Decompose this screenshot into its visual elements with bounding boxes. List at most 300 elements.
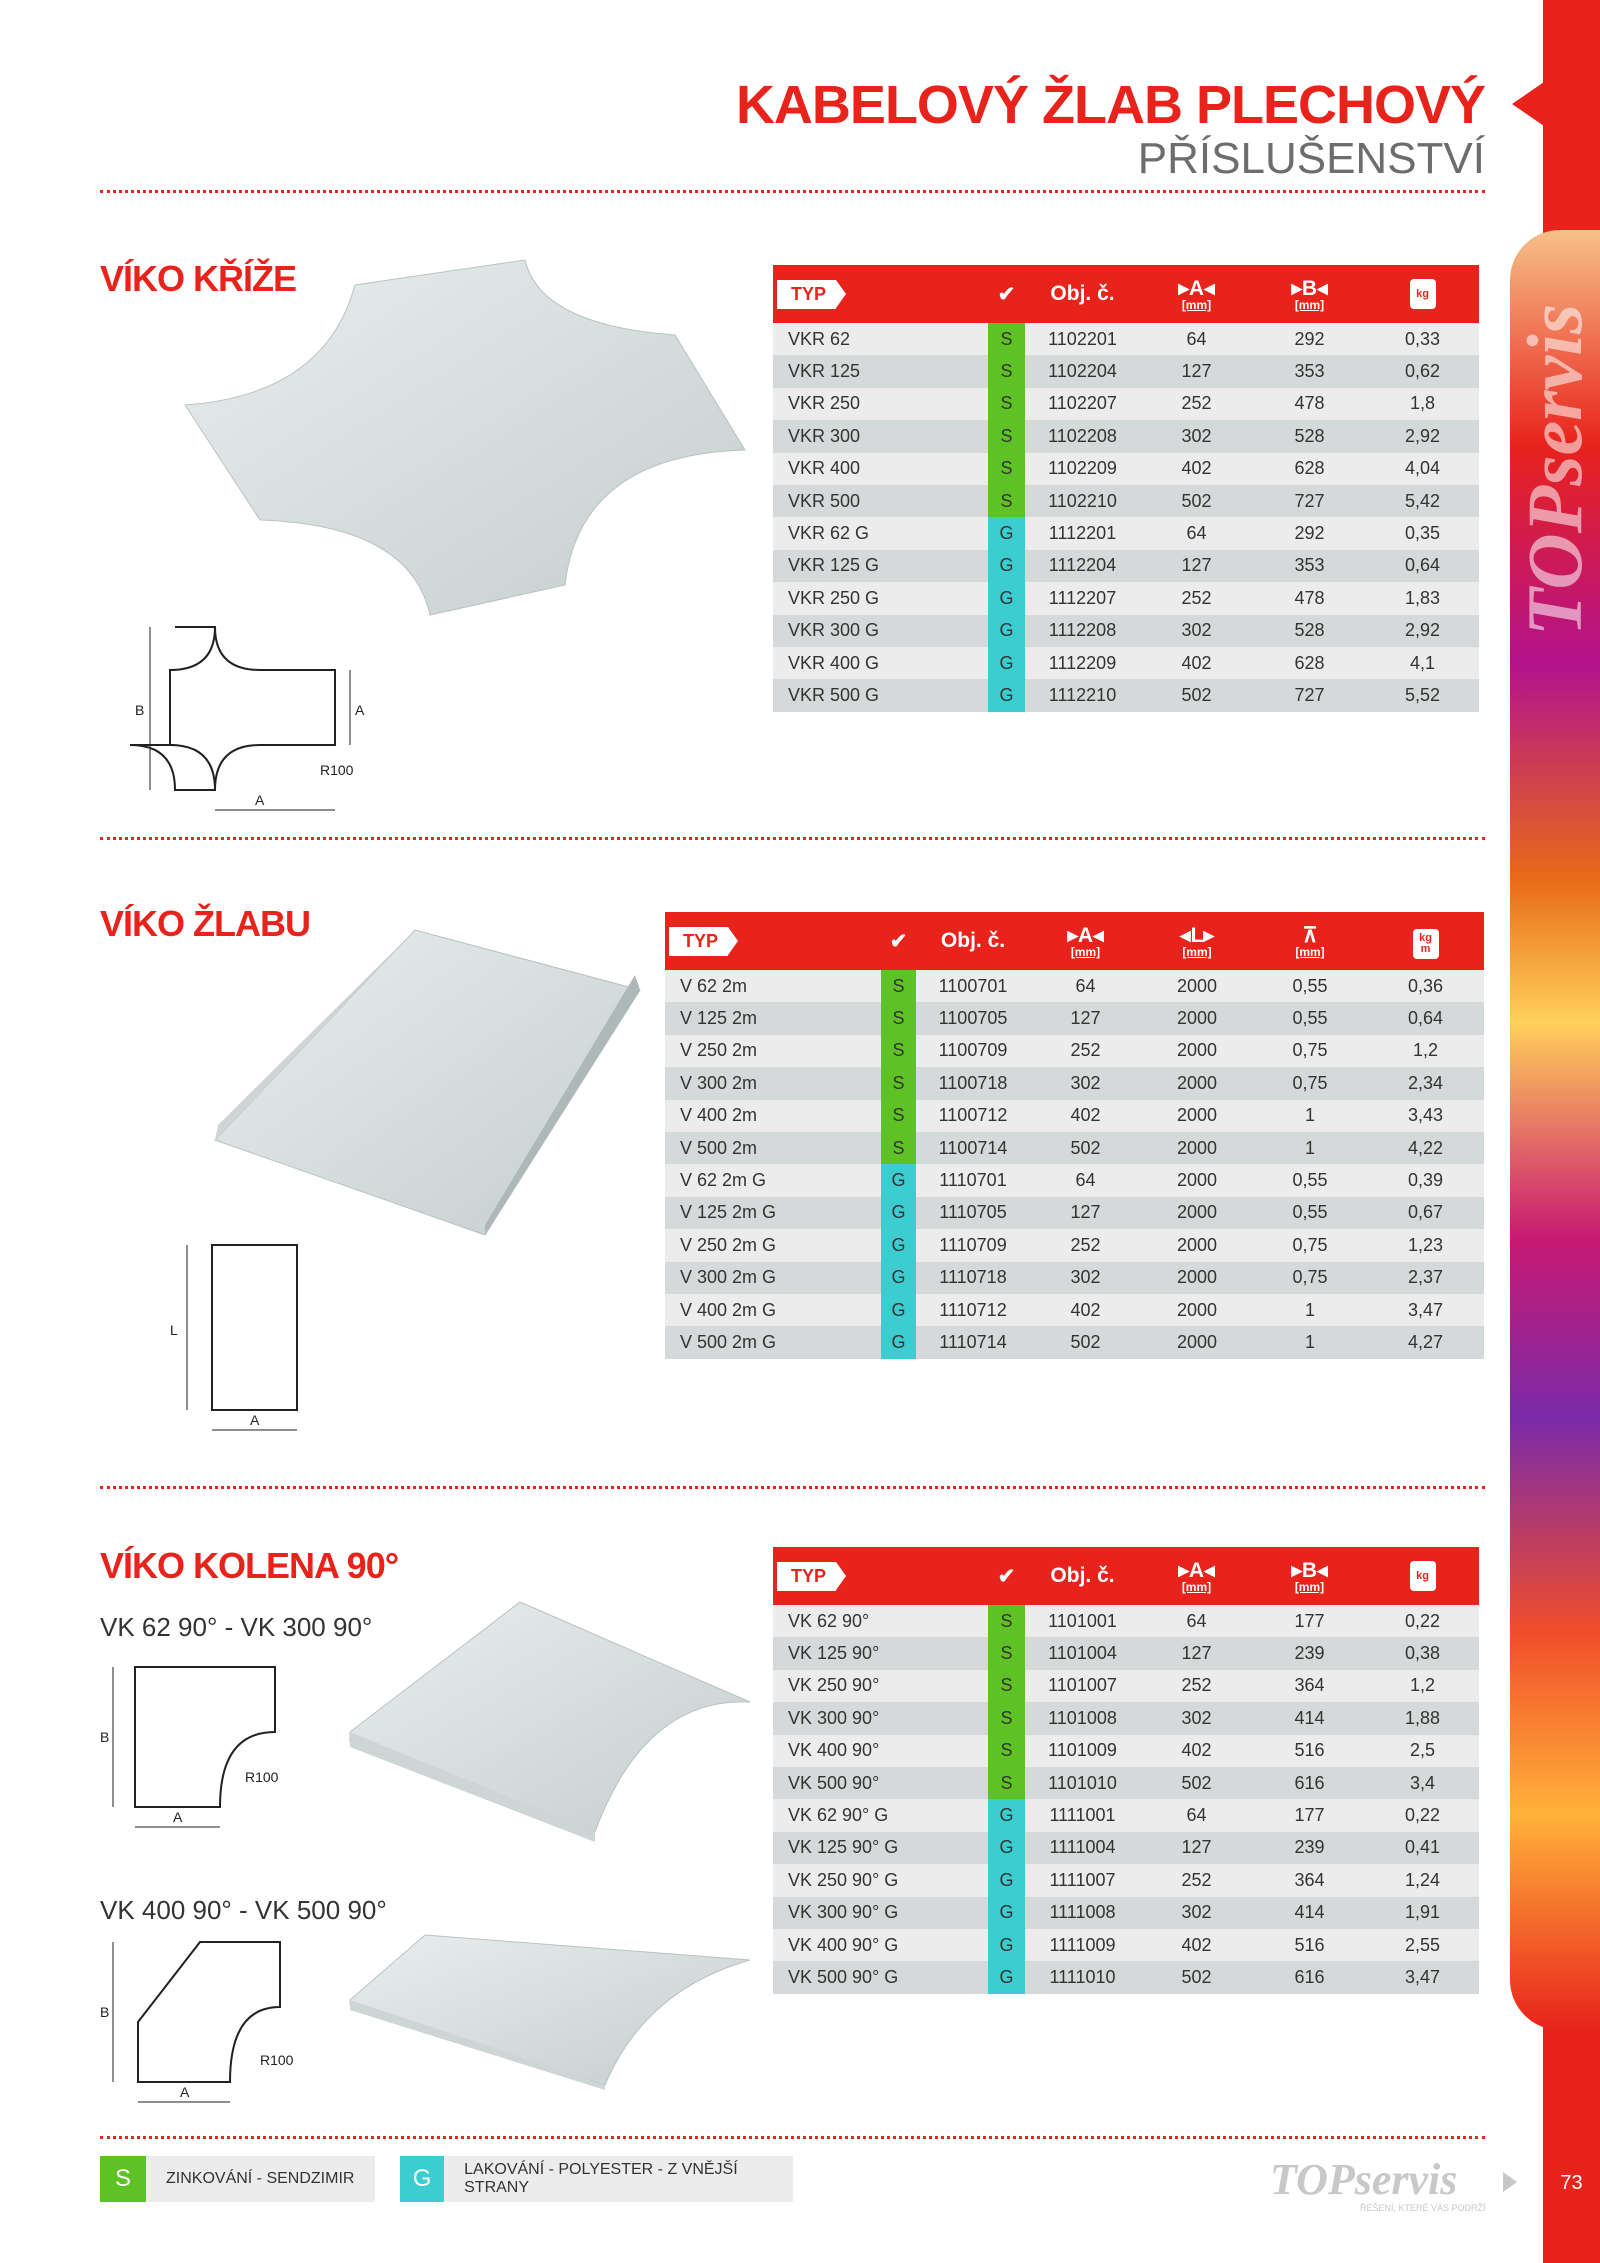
cell-finish: G [988, 550, 1025, 582]
table-row [773, 1897, 1479, 1929]
table-row [665, 1197, 1484, 1229]
cell-finish: S [881, 970, 916, 1002]
cell-type: V 125 2m [665, 1002, 881, 1034]
dim-a-label: A [180, 2084, 190, 2100]
cell-value: 177 [1253, 1799, 1366, 1831]
cell-finish: G [881, 1197, 916, 1229]
cell-finish: G [988, 1832, 1025, 1864]
cell-finish: G [988, 1799, 1025, 1831]
cell-type: VK 400 90° G [773, 1929, 988, 1961]
cell-type: V 300 2m [665, 1067, 881, 1099]
cell-value: 628 [1253, 647, 1366, 679]
cell-value: 0,55 [1253, 970, 1367, 1002]
cell-value: 64 [1140, 323, 1253, 355]
cell-type: VK 500 90° [773, 1767, 988, 1799]
cell-type: VK 250 90° [773, 1670, 988, 1702]
cell-finish: S [988, 1637, 1025, 1669]
cell-value: 502 [1140, 485, 1253, 517]
table-row [773, 1929, 1479, 1961]
cell-value: 127 [1140, 1832, 1253, 1864]
cell-finish: G [881, 1326, 916, 1358]
table-row [773, 323, 1479, 355]
cell-value: 353 [1253, 355, 1366, 387]
cell-type: V 400 2m G [665, 1294, 881, 1326]
cell-value: 1110714 [916, 1326, 1030, 1358]
cell-value: 64 [1140, 1605, 1253, 1637]
cell-finish: G [988, 615, 1025, 647]
cell-value: 364 [1253, 1864, 1366, 1896]
cell-finish: G [988, 517, 1025, 549]
cell-value: 0,64 [1367, 1002, 1484, 1034]
cell-value: 1112210 [1025, 679, 1140, 711]
cell-finish: G [881, 1294, 916, 1326]
footer-logo: TOPservis [1270, 2155, 1458, 2204]
cell-value: 0,75 [1253, 1262, 1367, 1294]
cell-finish: G [881, 1164, 916, 1196]
radius-label: R100 [245, 1769, 279, 1785]
cell-value: 1102208 [1025, 420, 1140, 452]
cell-value: 5,52 [1366, 679, 1479, 711]
cell-value: 252 [1140, 1670, 1253, 1702]
cross-lid-table: TYP ✔ Obj. č. ▸A◂ [mm] ▸B◂ [mm] kg VKR 62 S 1102201 64 292 0,33 VKR 125 S 1102204 127 353 0,62 VKR 250 S 1102207 252 478 1,8 VKR 300 S 1102208 302 528 2,92 VKR 400 S 1102209 402 628 4,04 VKR 500 S 1102210 502 727 5,42 VKR 62 G G 1112201 64 292 0,35 VKR 125 G G 1112204 127 353 0,64 VKR 250 G G 1112207 252 478 1,83 VKR 300 G G 1112208 302 528 2,92 VKR 400 G G 1112209 402 628 4,1 VKR 500 G G 1112210 502 727 5,52 [773, 265, 1479, 712]
cell-value: 1102207 [1025, 388, 1140, 420]
divider [100, 190, 1485, 193]
cell-type: VK 62 90° [773, 1605, 988, 1637]
cell-value: 402 [1140, 1929, 1253, 1961]
cell-value: 1111007 [1025, 1864, 1140, 1896]
cell-value: 2000 [1141, 1035, 1253, 1067]
cell-value: 1101001 [1025, 1605, 1140, 1637]
variant-label-large: VK 400 90° - VK 500 90° [100, 1895, 387, 1925]
cell-value: 2000 [1141, 1197, 1253, 1229]
check-icon: ✔ [997, 1564, 1016, 1588]
cell-value: 1112201 [1025, 517, 1140, 549]
cell-value: 2000 [1141, 1132, 1253, 1164]
weight-icon: kg [1410, 1561, 1436, 1591]
cell-finish: S [988, 1670, 1025, 1702]
table-row [773, 517, 1479, 549]
cell-value: 1,23 [1367, 1229, 1484, 1261]
cell-value: 1111010 [1025, 1961, 1140, 1993]
elbow-lid-drawing-large [95, 1937, 305, 2117]
variant-label-small: VK 62 90° - VK 300 90° [100, 1612, 373, 1642]
cell-value: 502 [1140, 679, 1253, 711]
divider [100, 837, 1485, 840]
cell-value: 5,42 [1366, 485, 1479, 517]
cell-value: 402 [1140, 453, 1253, 485]
cell-type: VK 300 90° [773, 1702, 988, 1734]
cell-type: VK 125 90° G [773, 1832, 988, 1864]
cell-value: 127 [1140, 1637, 1253, 1669]
cell-type: VKR 125 G [773, 550, 988, 582]
cell-value: 0,22 [1366, 1799, 1479, 1831]
cell-value: 1,24 [1366, 1864, 1479, 1896]
elbow-lid-table: TYP ✔ Obj. č. ▸A◂ [mm] ▸B◂ [mm] kg VK 62 90° S 1101001 64 177 0,22 VK 125 90° S 1101004 127 239 0,38 VK 250 90° S 1101007 252 364 1,2 VK 300 90° S 1101008 302 414 1,88 VK 400 90° S 1101009 402 516 2,5 VK 500 90° S 1101010 502 616 3,4 VK 62 90° G G 1111001 64 177 0,22 VK 125 90° G G 1111004 127 239 0,41 VK 250 90° G G 1111007 252 364 1,24 VK 300 90° G G 1111008 302 414 1,91 VK 400 90° G G 1111009 402 516 2,55 VK 500 90° G G 1111010 502 616 3,47 [773, 1547, 1479, 1994]
cell-value: 4,22 [1367, 1132, 1484, 1164]
table-row [773, 1864, 1479, 1896]
table-row [773, 679, 1479, 711]
cell-value: 402 [1030, 1100, 1141, 1132]
cell-type: VKR 125 [773, 355, 988, 387]
cell-type: V 62 2m G [665, 1164, 881, 1196]
divider [100, 2136, 1485, 2139]
cell-value: 0,55 [1253, 1002, 1367, 1034]
radius-label: R100 [320, 762, 354, 778]
table-row [665, 1100, 1484, 1132]
table-row [773, 647, 1479, 679]
table-row [773, 1799, 1479, 1831]
cell-type: V 62 2m [665, 970, 881, 1002]
table-row [773, 355, 1479, 387]
cell-value: 252 [1140, 1864, 1253, 1896]
table-row [665, 1035, 1484, 1067]
cell-type: V 500 2m G [665, 1326, 881, 1358]
cell-type: VKR 62 [773, 323, 988, 355]
dim-l-label: L [170, 1322, 178, 1338]
cell-value: 4,1 [1366, 647, 1479, 679]
section-title-elbow-lid: VÍKO KOLENA 90° [100, 1545, 399, 1586]
cell-value: 302 [1030, 1262, 1141, 1294]
table-row [773, 582, 1479, 614]
dim-a-label: A [250, 1412, 260, 1428]
cell-value: 0,35 [1366, 517, 1479, 549]
cell-value: 1 [1253, 1326, 1367, 1358]
cell-value: 1110718 [916, 1262, 1030, 1294]
cell-value: 2,92 [1366, 615, 1479, 647]
cell-value: 0,75 [1253, 1067, 1367, 1099]
legend-s-text: ZINKOVÁNÍ - SENDZIMIR [166, 2170, 355, 2187]
typ-tag: TYP [669, 927, 728, 956]
cell-value: 239 [1253, 1832, 1366, 1864]
cell-value: 64 [1140, 517, 1253, 549]
weight-icon: kg [1410, 279, 1436, 309]
cell-finish: G [881, 1229, 916, 1261]
cell-value: 1111001 [1025, 1799, 1140, 1831]
cell-value: 302 [1140, 420, 1253, 452]
cell-value: 1100709 [916, 1035, 1030, 1067]
cell-value: 3,47 [1366, 1961, 1479, 1993]
table-row [773, 420, 1479, 452]
col-a: ▸A◂ [1067, 924, 1104, 947]
cell-value: 239 [1253, 1637, 1366, 1669]
cell-value: 1102209 [1025, 453, 1140, 485]
cell-value: 0,64 [1366, 550, 1479, 582]
cell-value: 302 [1140, 1897, 1253, 1929]
cell-value: 64 [1030, 970, 1141, 1002]
page-number: 73 [1560, 2172, 1583, 2194]
cell-value: 2000 [1141, 970, 1253, 1002]
cell-value: 502 [1140, 1961, 1253, 1993]
cell-value: 2000 [1141, 1002, 1253, 1034]
cell-value: 302 [1140, 1702, 1253, 1734]
cell-value: 528 [1253, 615, 1366, 647]
cell-value: 2000 [1141, 1164, 1253, 1196]
table-row [773, 1832, 1479, 1864]
cell-value: 2,34 [1367, 1067, 1484, 1099]
cell-value: 302 [1140, 615, 1253, 647]
cell-value: 1 [1253, 1294, 1367, 1326]
title-pointer [1512, 82, 1544, 126]
cell-value: 1111004 [1025, 1832, 1140, 1864]
col-b: ▸B◂ [1291, 277, 1328, 300]
table-row [665, 1326, 1484, 1358]
cell-value: 252 [1030, 1035, 1141, 1067]
cell-finish: G [988, 679, 1025, 711]
table-row [773, 1637, 1479, 1669]
cell-type: V 500 2m [665, 1132, 881, 1164]
cell-value: 1,83 [1366, 582, 1479, 614]
legend-g-text: LAKOVÁNÍ - POLYESTER - Z VNĚJŠÍ STRANY [464, 2161, 738, 2196]
cell-value: 1111009 [1025, 1929, 1140, 1961]
cell-finish: G [988, 582, 1025, 614]
legend-g [400, 2156, 793, 2202]
table-row [773, 615, 1479, 647]
trough-lid-table: TYP ✔ Obj. č. ▸A◂ [mm] ◂L▸ [mm] ⊼ [mm] kg m V 62 2m S 1100701 64 2000 0,55 0,36 V 125 2m S 1100705 127 2000 0,55 0,64 V 250 2m S 1100709 252 2000 0,75 1,2 V 300 2m S 1100718 302 2000 0,75 2,34 V 400 2m S 1100712 402 2000 1 3,43 V 500 2m S 1100714 502 2000 1 4,22 V 62 2m G G 1110701 64 2000 0,55 0,39 V 125 2m G G 1110705 127 2000 0,55 0,67 V 250 2m G G 1110709 252 2000 0,75 1,23 V 300 2m G G 1110718 302 2000 0,75 2,37 V 400 2m G G 1110712 402 2000 1 3,47 V 500 2m G G 1110714 502 2000 1 4,27 [665, 912, 1484, 1359]
cell-type: VKR 62 G [773, 517, 988, 549]
cell-value: 2,92 [1366, 420, 1479, 452]
cell-value: 616 [1253, 1767, 1366, 1799]
cell-type: VK 62 90° G [773, 1799, 988, 1831]
cell-value: 0,67 [1367, 1197, 1484, 1229]
table-row [773, 1605, 1479, 1637]
cell-value: 502 [1140, 1767, 1253, 1799]
table-row [665, 1132, 1484, 1164]
thickness-icon: ⊼ [1302, 924, 1318, 947]
cell-value: 0,36 [1367, 970, 1484, 1002]
cell-type: V 400 2m [665, 1100, 881, 1132]
col-a: ▸A◂ [1178, 277, 1215, 300]
cross-lid-image [180, 255, 760, 625]
col-obj: Obj. č. [916, 912, 1030, 970]
cell-finish: S [988, 323, 1025, 355]
table-row [665, 970, 1484, 1002]
cell-value: 1112207 [1025, 582, 1140, 614]
cell-value: 127 [1030, 1197, 1141, 1229]
cell-value: 528 [1253, 420, 1366, 452]
cell-value: 478 [1253, 388, 1366, 420]
cell-value: 302 [1030, 1067, 1141, 1099]
cell-value: 2000 [1141, 1294, 1253, 1326]
cell-finish: S [988, 1735, 1025, 1767]
col-a: ▸A◂ [1178, 1559, 1215, 1582]
typ-tag: TYP [777, 280, 836, 309]
cell-value: 1102201 [1025, 323, 1140, 355]
cell-value: 127 [1030, 1002, 1141, 1034]
cell-value: 1,88 [1366, 1702, 1479, 1734]
cell-value: 2,55 [1366, 1929, 1479, 1961]
cell-value: 502 [1030, 1326, 1141, 1358]
cell-value: 1,2 [1367, 1035, 1484, 1067]
cell-value: 4,04 [1366, 453, 1479, 485]
cell-value: 1110712 [916, 1294, 1030, 1326]
cell-value: 402 [1140, 1735, 1253, 1767]
cell-value: 0,62 [1366, 355, 1479, 387]
page-title: KABELOVÝ ŽLAB PLECHOVÝ [735, 75, 1485, 135]
table-row [665, 1262, 1484, 1294]
dim-b-label: B [100, 2004, 110, 2020]
cell-type: VK 250 90° G [773, 1864, 988, 1896]
table-row [773, 388, 1479, 420]
cell-type: VKR 400 G [773, 647, 988, 679]
cell-value: 3,4 [1366, 1767, 1479, 1799]
table-row [665, 1067, 1484, 1099]
cell-value: 2,37 [1367, 1262, 1484, 1294]
cell-value: 0,41 [1366, 1832, 1479, 1864]
cell-value: 64 [1030, 1164, 1141, 1196]
footer-slogan: ŘEŠENÍ, KTERÉ VÁS PODRŽÍ [1360, 2203, 1486, 2213]
cell-type: VKR 300 [773, 420, 988, 452]
dim-a2-label: A [255, 792, 265, 808]
cell-finish: G [988, 1864, 1025, 1896]
cell-value: 478 [1253, 582, 1366, 614]
cell-value: 1102204 [1025, 355, 1140, 387]
cell-finish: S [881, 1100, 916, 1132]
cell-type: VKR 300 G [773, 615, 988, 647]
cell-value: 1 [1253, 1100, 1367, 1132]
elbow-lid-image-small [345, 1597, 755, 1862]
cell-finish: S [988, 1605, 1025, 1637]
cell-type: VKR 250 G [773, 582, 988, 614]
cell-value: 252 [1140, 582, 1253, 614]
cell-value: 1102210 [1025, 485, 1140, 517]
cell-value: 1101010 [1025, 1767, 1140, 1799]
cell-value: 177 [1253, 1605, 1366, 1637]
cell-value: 1100712 [916, 1100, 1030, 1132]
table-row [773, 1735, 1479, 1767]
cell-value: 0,22 [1366, 1605, 1479, 1637]
cell-value: 1100701 [916, 970, 1030, 1002]
cross-lid-drawing [125, 615, 365, 830]
dim-b-label: B [100, 1729, 110, 1745]
table-row [773, 1961, 1479, 1993]
col-b: ▸B◂ [1291, 1559, 1328, 1582]
trough-lid-drawing [165, 1240, 310, 1450]
cell-type: V 300 2m G [665, 1262, 881, 1294]
radius-label: R100 [260, 2052, 294, 2068]
table-row [773, 550, 1479, 582]
cell-finish: G [988, 647, 1025, 679]
cell-type: VKR 250 [773, 388, 988, 420]
cell-value: 1110705 [916, 1197, 1030, 1229]
cell-finish: S [988, 1702, 1025, 1734]
cell-finish: G [881, 1262, 916, 1294]
cell-type: VK 125 90° [773, 1637, 988, 1669]
typ-tag: TYP [777, 1562, 836, 1591]
legend-g-swatch: G [400, 2156, 444, 2202]
cell-value: 127 [1140, 550, 1253, 582]
cell-value: 1110709 [916, 1229, 1030, 1261]
cell-value: 727 [1253, 485, 1366, 517]
cell-value: 3,43 [1367, 1100, 1484, 1132]
cell-type: VK 300 90° G [773, 1897, 988, 1929]
cell-value: 2000 [1141, 1100, 1253, 1132]
cell-value: 402 [1030, 1294, 1141, 1326]
section-title-cross-lid: VÍKO KŘÍŽE [100, 258, 297, 299]
cell-value: 516 [1253, 1735, 1366, 1767]
cell-value: 364 [1253, 1670, 1366, 1702]
cell-type: V 125 2m G [665, 1197, 881, 1229]
cell-value: 1112209 [1025, 647, 1140, 679]
cell-finish: S [988, 355, 1025, 387]
cell-value: 0,55 [1253, 1164, 1367, 1196]
cell-value: 0,38 [1366, 1637, 1479, 1669]
dim-a-label: A [355, 702, 365, 718]
cell-value: 2000 [1141, 1262, 1253, 1294]
cell-value: 252 [1030, 1229, 1141, 1261]
cell-type: VK 500 90° G [773, 1961, 988, 1993]
cell-type: V 250 2m G [665, 1229, 881, 1261]
cell-value: 1101008 [1025, 1702, 1140, 1734]
cell-finish: S [988, 420, 1025, 452]
cell-value: 127 [1140, 355, 1253, 387]
weight-per-meter-icon: kg m [1413, 929, 1439, 959]
table-row [773, 453, 1479, 485]
cell-value: 1112208 [1025, 615, 1140, 647]
dim-a-label: A [173, 1809, 183, 1825]
cell-finish: S [881, 1067, 916, 1099]
cell-value: 0,75 [1253, 1035, 1367, 1067]
elbow-lid-drawing-small [95, 1662, 295, 1847]
cell-value: 1110701 [916, 1164, 1030, 1196]
cell-value: 727 [1253, 679, 1366, 711]
cell-value: 502 [1030, 1132, 1141, 1164]
table-row [773, 1767, 1479, 1799]
col-obj: Obj. č. [1025, 1547, 1140, 1605]
cell-value: 516 [1253, 1929, 1366, 1961]
cell-value: 628 [1253, 453, 1366, 485]
col-obj: Obj. č. [1025, 265, 1140, 323]
cell-value: 1,8 [1366, 388, 1479, 420]
table-row [665, 1294, 1484, 1326]
cell-type: VKR 500 [773, 485, 988, 517]
cell-value: 252 [1140, 388, 1253, 420]
cell-value: 0,33 [1366, 323, 1479, 355]
cell-finish: S [988, 388, 1025, 420]
sidebar-logo: TOPservis [1511, 303, 1598, 637]
cell-value: 2000 [1141, 1229, 1253, 1261]
cell-finish: G [988, 1897, 1025, 1929]
cell-value: 1101004 [1025, 1637, 1140, 1669]
legend-s-swatch: S [100, 2156, 146, 2202]
cell-type: VK 400 90° [773, 1735, 988, 1767]
cell-value: 2000 [1141, 1067, 1253, 1099]
table-row [665, 1229, 1484, 1261]
cell-finish: S [988, 485, 1025, 517]
cell-value: 353 [1253, 550, 1366, 582]
cell-finish: S [988, 453, 1025, 485]
cell-value: 2000 [1141, 1326, 1253, 1358]
cell-value: 414 [1253, 1897, 1366, 1929]
cell-finish: S [881, 1132, 916, 1164]
cell-value: 0,39 [1367, 1164, 1484, 1196]
cell-value: 1100714 [916, 1132, 1030, 1164]
legend-s [100, 2156, 375, 2202]
cell-value: 4,27 [1367, 1326, 1484, 1358]
check-icon: ✔ [997, 282, 1016, 306]
col-l: ◂L▸ [1180, 924, 1214, 947]
cell-value: 1,2 [1366, 1670, 1479, 1702]
cell-value: 1100718 [916, 1067, 1030, 1099]
cell-finish: G [988, 1961, 1025, 1993]
cell-value: 1112204 [1025, 550, 1140, 582]
table-row [773, 1702, 1479, 1734]
trough-lid-image [210, 925, 650, 1245]
cell-value: 0,55 [1253, 1197, 1367, 1229]
cell-type: VKR 500 G [773, 679, 988, 711]
cell-value: 402 [1140, 647, 1253, 679]
cell-value: 1111008 [1025, 1897, 1140, 1929]
cell-value: 616 [1253, 1961, 1366, 1993]
